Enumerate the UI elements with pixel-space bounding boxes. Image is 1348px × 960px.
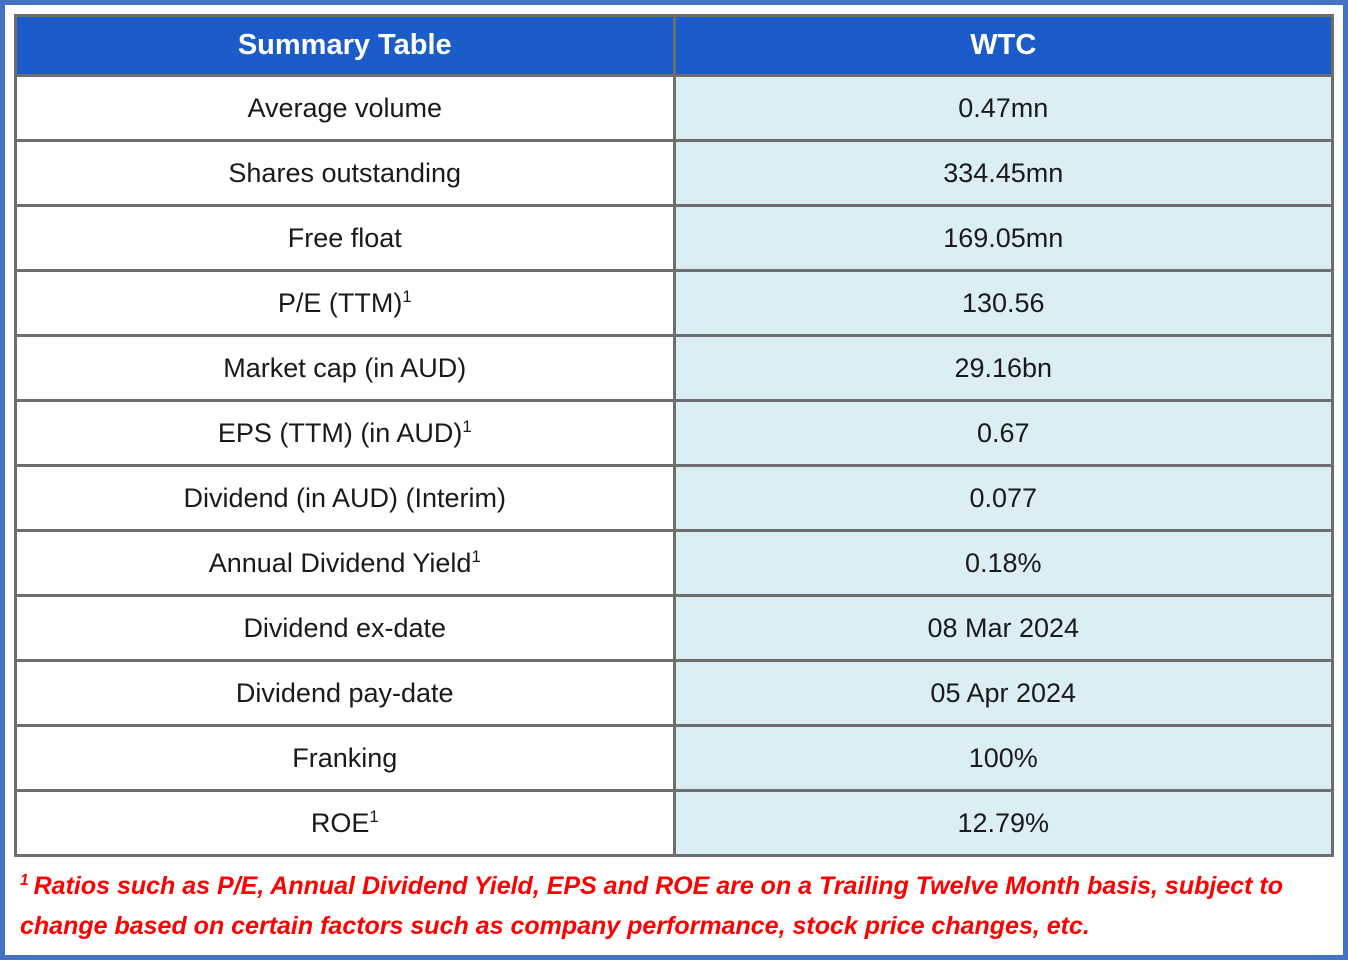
row-value: 0.18% (674, 531, 1333, 596)
row-value: 100% (674, 726, 1333, 791)
table-row (16, 206, 1333, 271)
row-label: ROE$^1$ (16, 791, 675, 856)
row-label-superscript: 1 (402, 286, 412, 306)
table-row (16, 466, 1333, 531)
row-label: Dividend pay-date (16, 661, 675, 726)
row-value: 08 Mar 2024 (674, 596, 1333, 661)
summary-table-header: Summary Table (16, 16, 675, 76)
table-row (16, 76, 1333, 141)
row-value: 334.45mn (674, 141, 1333, 206)
row-label: Free float (16, 206, 675, 271)
row-label: Market cap (in AUD) (16, 336, 675, 401)
row-label: Shares outstanding (16, 141, 675, 206)
row-value: 0.67 (674, 401, 1333, 466)
table-row (16, 401, 1333, 466)
row-label-superscript: 1 (471, 546, 481, 566)
row-value: 05 Apr 2024 (674, 661, 1333, 726)
row-value: 0.077 (674, 466, 1333, 531)
row-label: Dividend ex-date (16, 596, 675, 661)
table-header-row (16, 16, 1333, 76)
summary-table-body (16, 76, 1333, 856)
table-row (16, 726, 1333, 791)
row-value: 29.16bn (674, 336, 1333, 401)
row-label-superscript: 1 (369, 806, 379, 826)
row-label: EPS (TTM) (in AUD)$^1$ (16, 401, 675, 466)
row-label: P/E (TTM)$^1$ (16, 271, 675, 336)
table-row (16, 791, 1333, 856)
table-row (16, 531, 1333, 596)
table-row (16, 271, 1333, 336)
table-row (16, 141, 1333, 206)
summary-table (14, 14, 1334, 857)
table-row (16, 336, 1333, 401)
ticker-header: WTC (674, 16, 1333, 76)
row-label: Average volume (16, 76, 675, 141)
row-label: Annual Dividend Yield$^1$ (16, 531, 675, 596)
footnote-superscript: 1 (20, 871, 29, 889)
row-label: Dividend (in AUD) (Interim) (16, 466, 675, 531)
row-label: Franking (16, 726, 675, 791)
row-value: 0.47mn (674, 76, 1333, 141)
footnote (14, 857, 1338, 946)
row-value: 130.56 (674, 271, 1333, 336)
table-row (16, 661, 1333, 726)
table-row (16, 596, 1333, 661)
footnote-text: Ratios such as P/E, Annual Dividend Yield, EPS and ROE are on a Trailing Twelve Month basis, subject to change based on certain factors such as company performance, stock price changes, etc. (20, 872, 1283, 940)
row-value: 12.79% (674, 791, 1333, 856)
row-value: 169.05mn (674, 206, 1333, 271)
row-label-superscript: 1 (462, 416, 472, 436)
